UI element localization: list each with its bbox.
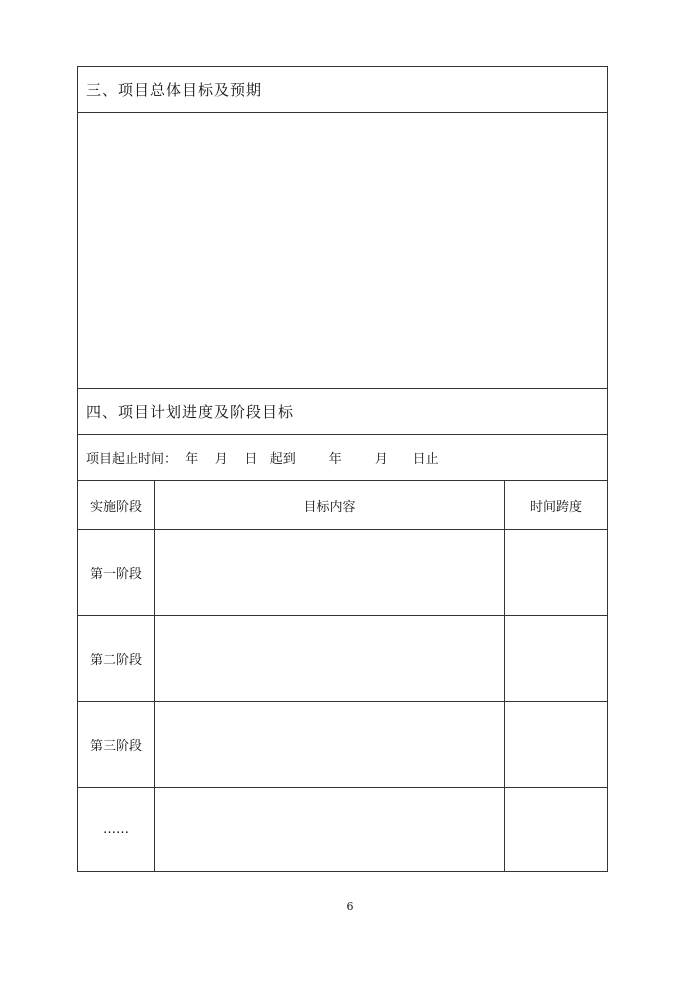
page-number: 6: [346, 900, 354, 913]
time-span-cell[interactable]: [505, 788, 607, 871]
goal-content-cell[interactable]: [155, 616, 505, 701]
stage-label: ……: [78, 788, 155, 871]
goal-content-cell[interactable]: [155, 530, 505, 615]
project-time-label: 项目起止时间： 年 月 日 起到 年 月 日止: [86, 452, 439, 467]
time-span-cell[interactable]: [505, 702, 607, 787]
section-4-title: 四、项目计划进度及阶段目标: [86, 403, 295, 421]
table-row: [78, 530, 607, 616]
section-3-title: 三、项目总体目标及预期: [86, 81, 263, 99]
project-form: [77, 66, 608, 872]
time-span-cell[interactable]: [505, 616, 607, 701]
table-header-row: [78, 481, 607, 530]
stage-label: 第一阶段: [78, 530, 155, 615]
table-row: [78, 788, 607, 871]
header-time-span: 时间跨度: [529, 499, 582, 515]
project-time-row: [78, 435, 607, 481]
goal-content-cell[interactable]: [155, 788, 505, 871]
table-row: [78, 702, 607, 788]
section-3-header: [78, 67, 607, 113]
table-row: [78, 616, 607, 702]
stage-label: 第二阶段: [78, 616, 155, 701]
section-3-content-area[interactable]: [78, 113, 607, 389]
header-stage: 实施阶段: [78, 481, 155, 529]
section-4-header: [78, 389, 607, 435]
time-span-cell[interactable]: [505, 530, 607, 615]
header-goal-content: 目标内容: [155, 481, 505, 529]
stage-label: 第三阶段: [78, 702, 155, 787]
goal-content-cell[interactable]: [155, 702, 505, 787]
